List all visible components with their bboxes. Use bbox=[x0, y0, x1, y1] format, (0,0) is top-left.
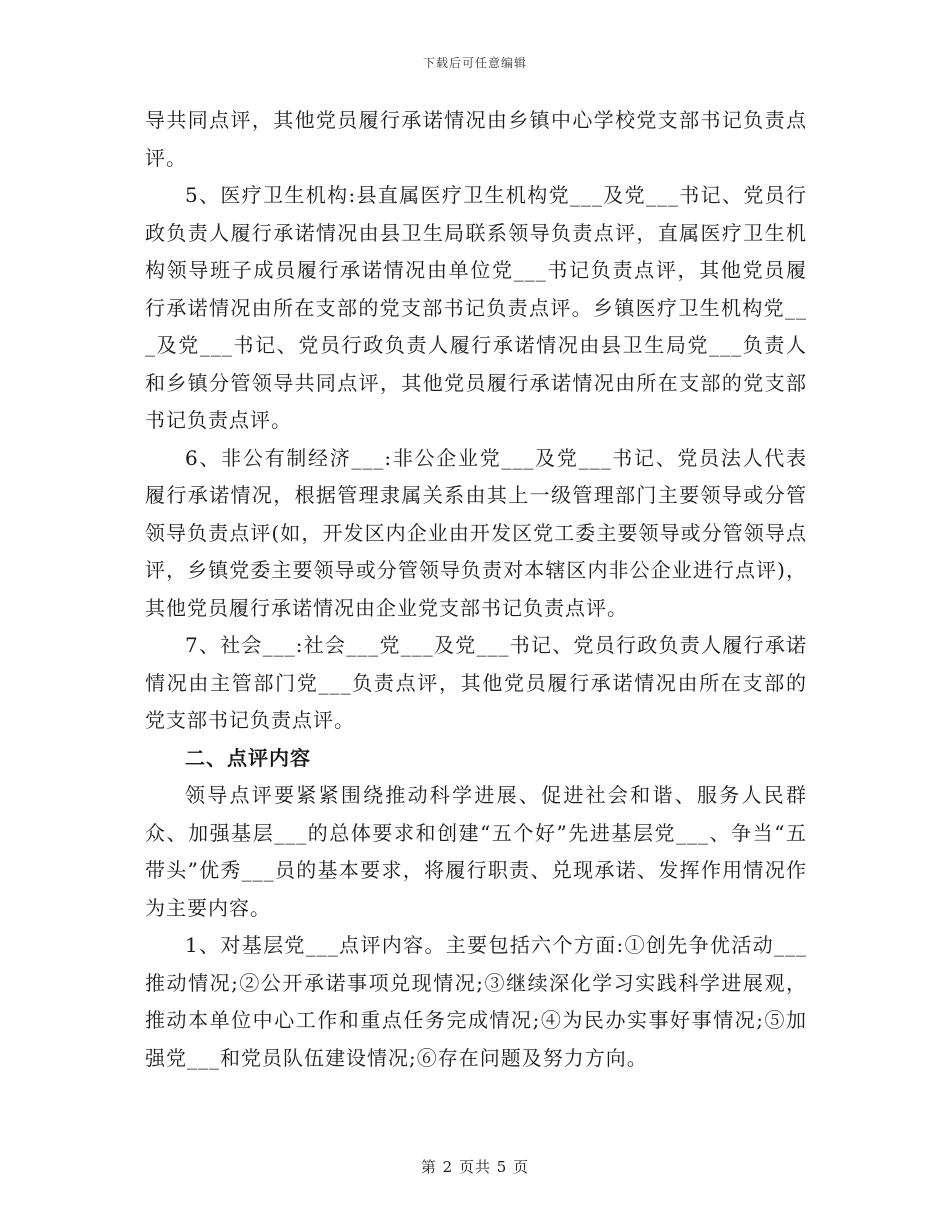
paragraph-grassroots: 1、对基层党___点评内容。主要包括六个方面:①创先争优活动___推动情况;②公开承诺事项兑现情况;③继续深化学习实践科学进展观，推动本单位中心工作和重点任务完成情况;④为民办实事好事情况;⑤加强党___和党员队伍建设情况;⑥存在问题及努力方向。 bbox=[145, 933, 807, 1070]
page-header: 下载后可任意编辑 bbox=[422, 56, 527, 70]
document-body bbox=[145, 102, 807, 1077]
paragraph-social: 7、社会___:社会___党___及党___书记、党员行政负责人履行承诺情况由主管部门党___负责点评，其他党员履行承诺情况由所在支部的党支部书记负责点评。 bbox=[145, 633, 807, 732]
paragraph-1: 导共同点评，其他党员履行承诺情况由乡镇中心学校党支部书记负责点评。 bbox=[145, 108, 807, 170]
paragraph-non-public: 6、非公有制经济___:非公企业党___及党___书记、党员法人代表履行承诺情况，根据管理隶属关系由其上一级管理部门主要领导或分管领导负责点评(如，开发区内企业由开发区党工委主要领导或分管领导点评，乡镇党委主要领导或分管领导负责对本辖区内非公企业进行点评)，其他党员履行承诺情况由企业党支部书记负责点评。 bbox=[145, 445, 807, 620]
paragraph-medical: 5、医疗卫生机构:县直属医疗卫生机构党___及党___书记、党员行政负责人履行承诺情况由县卫生局联系领导负责点评，直属医疗卫生机构领导班子成员履行承诺情况由单位党___书记负责点评，其他党员履行承诺情况由所在支部的党支部书记负责点评。乡镇医疗卫生机构党___及党___书记、党员行政负责人履行承诺情况由县卫生局党___负责人和乡镇分管领导共同点评，其他党员履行承诺情况由所在支部的党支部书记负责点评。 bbox=[145, 183, 807, 432]
section-heading: 二、点评内容 bbox=[185, 745, 311, 770]
paragraph-leadership: 领导点评要紧紧围绕推动科学进展、促进社会和谐、服务人民群众、加强基层___的总体要求和创建“五个好”先进基层党___、争当“五带头”优秀___员的基本要求，将履行职责、兑现承诺、发挥作用情况作为主要内容。 bbox=[145, 783, 807, 920]
page-footer: 第 2 页共 5 页 bbox=[420, 1158, 530, 1176]
